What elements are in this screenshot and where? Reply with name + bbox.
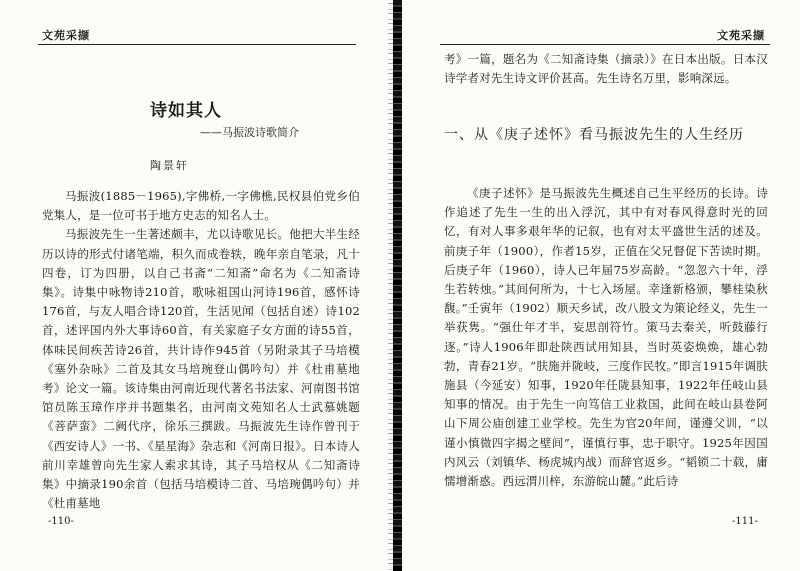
continuation-text	[444, 50, 768, 88]
article-title: 诗如其人	[150, 101, 222, 121]
right-page-body	[444, 184, 768, 491]
works-paragraph: 马振波先生一生著述颇丰，尤以诗歌见长。他把大半生经历以诗的形式付诸笔端，积久而成卷轶，晚年亲自笔录，凡十四卷，订为四册，以自己书斋“二知斋”命名为《二知斋诗集》。诗集中咏物诗210首，歌咏祖国山河诗196首，感怀诗176首，与友人唱合诗120首，生活见闻（包括自述）诗102首，述评国内外大事诗60首，有关家庭子女方面的诗55首，体味民间疾苦诗26首，共计诗作945首（另附录其子马培模《塞外杂咏》二首及其女马培琬登山偶吟句）并《杜甫墓地考》论文一篇。该诗集由河南近现代著名书法家、河南图书馆馆员陈玉璋作序并书题集名，由河南文苑知名人士武慕姚题《菩萨蛮》二阙代序，徐乐三撰跋。马振波先生诗作曾刊于《西安诗人》一书、《星星海》杂志和《河南日报》。日本诗人前川幸雄曾向先生家人索求其诗，其子马培权从《二知斋诗集》中摘录190余首（包括马培模诗二首、马培琬偶吟句）并《杜甫墓地	[42, 227, 360, 511]
left-page	[0, 0, 398, 571]
continuation-paragraph: 考》一篇，题名为《二知斋诗集（摘录）》在日本出版。日本汉诗学者对先生诗文评价甚高。先生诗名万里，影响深远。	[444, 52, 768, 86]
article-subtitle: ——马振波诗歌简介	[200, 126, 299, 139]
article-author: 陶景轩	[150, 159, 189, 172]
right-page	[402, 0, 800, 571]
left-page-number: -110-	[48, 516, 74, 527]
left-page-body	[42, 187, 360, 513]
right-page-header: 文苑采撷	[717, 29, 765, 42]
section-heading: 一、从《庚子述怀》看马振波先生的人生经历	[444, 127, 744, 143]
left-header-rule	[38, 44, 356, 45]
right-page-number: -111-	[732, 516, 758, 527]
intro-paragraph: 马振波(1885－1965),字佛桥,一字佛樵,民权县伯党乡伯党集人，是一位可书于地方史志的知名人士。	[42, 189, 360, 223]
right-header-rule	[440, 44, 770, 45]
left-page-header: 文苑采撷	[42, 29, 90, 42]
section-paragraph: 《庚子述怀》是马振波先生概述自己生平经历的长诗。诗作追述了先生一生的出入浮沉，其中有对春风得意时光的回忆，有对人事多艰年华的记叙，也有对太平盛世生活的述及。前庚子年（1900），作者15岁，正值在父兄督促下苦读时期。后庚子年（1960），诗人已年届75岁高龄。“忽忽六十年，浮生若转烛。”其间何所为，十七入场屋。幸逢新格颁，攀桂染秋馥。”壬寅年（1902）顺天乡试，改八股文为策论经义，先生一举获隽。“强仕年才半，妄思剖符竹。策马去秦关，听鼓藤行逐。”诗人1906年即赴陕西试用知县，当时英姿焕焕，雄心勃勃，青春21岁。“肤施并陇岐，三度作民牧。”即言1915年调肤施县（今延安）知事，1920年任陇县知事，1922年任岐山县知事的情况。由于先生一向笃信工业救国，此间在岐山县卷阿山下周公庙创建工业学校。先生为官20年间，谨遵父训，“以谨小慎微四字揭之壁间”，谨慎行事，忠于职守。1925年因国内风云（刘镇华、杨虎城内战）而辞官返乡。“韬锁二十载，庸懦增渐惑。西远渭川梓，东游皖山麓。”此后诗	[444, 186, 768, 489]
